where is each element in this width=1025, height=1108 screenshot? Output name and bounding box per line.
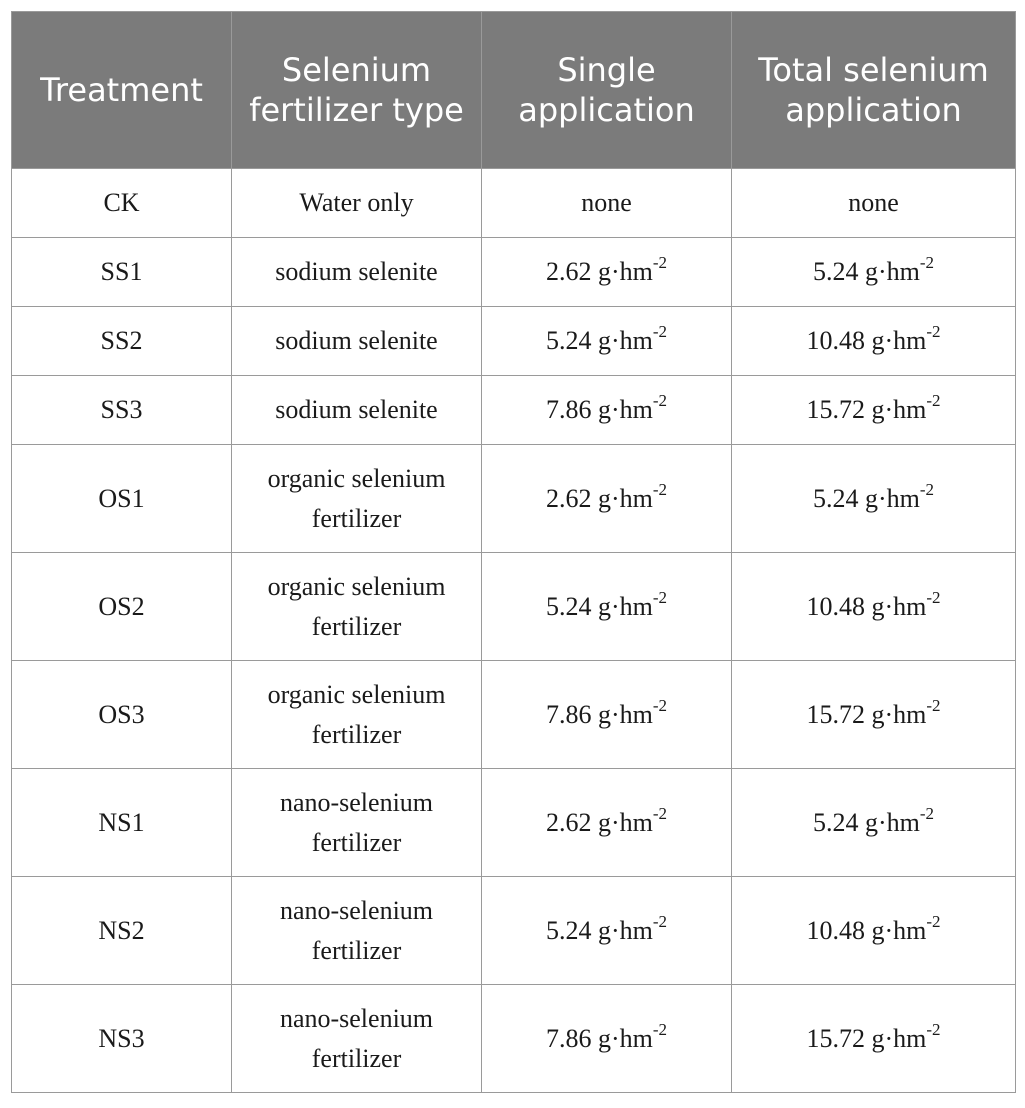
table-row	[12, 769, 1016, 877]
single-exponent: -2	[652, 803, 668, 823]
cell-total-application	[732, 169, 1016, 238]
table-body	[12, 169, 1016, 1093]
total-exponent: -2	[919, 253, 935, 272]
cell-single-application	[482, 877, 732, 985]
single-value: 2.62 g·hm	[545, 483, 653, 513]
cell-total-application	[732, 445, 1016, 553]
cell-total-application	[732, 307, 1016, 376]
single-exponent: -2	[652, 1019, 668, 1039]
cell-single-application	[482, 553, 732, 661]
cell-single-application	[482, 661, 732, 769]
total-value: 5.24 g·hm	[812, 483, 920, 513]
table-row	[12, 238, 1016, 307]
header-row	[12, 12, 1016, 169]
total-exponent: -2	[919, 479, 935, 499]
cell-single-application	[482, 376, 732, 445]
total-value: 5.24 g·hm	[812, 257, 920, 286]
cell-fertilizer-type: organic selenium fertilizer	[232, 553, 482, 661]
single-exponent: -2	[652, 322, 668, 341]
cell-total-application	[732, 985, 1016, 1093]
single-exponent: -2	[652, 695, 668, 715]
header-total-application: Total selenium application	[732, 12, 1016, 169]
total-exponent: -2	[926, 911, 941, 931]
table-row	[12, 169, 1016, 238]
cell-total-application	[732, 877, 1016, 985]
header-single-application: Single application	[482, 12, 732, 169]
total-value: 10.48 g·hm	[806, 591, 927, 621]
header-fertilizer-type: Selenium fertilizer type	[232, 12, 482, 169]
cell-total-application	[732, 769, 1016, 877]
single-exponent: -2	[652, 911, 668, 931]
cell-treatment: NS1	[12, 769, 232, 877]
table-header	[12, 12, 1016, 169]
cell-fertilizer-type: nano-selenium fertilizer	[232, 769, 482, 877]
cell-fertilizer-type: nano-selenium fertilizer	[232, 985, 482, 1093]
total-value: 10.48 g·hm	[806, 915, 927, 945]
cell-treatment: NS2	[12, 877, 232, 985]
header-treatment: Treatment	[12, 12, 232, 169]
single-exponent: -2	[652, 587, 668, 607]
total-exponent: -2	[926, 1019, 941, 1039]
cell-treatment: NS3	[12, 985, 232, 1093]
cell-single-application	[482, 985, 732, 1093]
cell-total-application	[732, 661, 1016, 769]
total-exponent: -2	[926, 695, 941, 715]
cell-single-application	[482, 307, 732, 376]
cell-total-application	[732, 376, 1016, 445]
single-value: 7.86 g·hm	[545, 395, 653, 424]
single-value: 7.86 g·hm	[545, 699, 653, 729]
single-value: 2.62 g·hm	[545, 257, 653, 286]
cell-treatment: SS1	[12, 238, 232, 307]
total-value: 15.72 g·hm	[806, 1023, 927, 1053]
cell-treatment: SS3	[12, 376, 232, 445]
total-exponent: -2	[926, 322, 941, 341]
cell-treatment: OS2	[12, 553, 232, 661]
cell-total-application	[732, 238, 1016, 307]
total-value: 15.72 g·hm	[806, 699, 927, 729]
single-exponent: -2	[652, 253, 668, 272]
cell-single-application	[482, 769, 732, 877]
total-value: 15.72 g·hm	[806, 395, 927, 424]
cell-fertilizer-type: organic selenium fertilizer	[232, 445, 482, 553]
table-row	[12, 376, 1016, 445]
cell-fertilizer-type: Water only	[232, 169, 482, 238]
cell-fertilizer-type: nano-selenium fertilizer	[232, 877, 482, 985]
table-row	[12, 661, 1016, 769]
cell-fertilizer-type: organic selenium fertilizer	[232, 661, 482, 769]
table-row	[12, 553, 1016, 661]
single-value: 2.62 g·hm	[545, 807, 653, 837]
total-exponent: -2	[919, 803, 935, 823]
cell-fertilizer-type: sodium selenite	[232, 307, 482, 376]
cell-single-application	[482, 445, 732, 553]
treatment-table	[11, 11, 1016, 1093]
single-value: 5.24 g·hm	[545, 915, 653, 945]
single-value: none	[581, 188, 632, 217]
table-row	[12, 445, 1016, 553]
cell-treatment: OS1	[12, 445, 232, 553]
cell-treatment: OS3	[12, 661, 232, 769]
table-row	[12, 877, 1016, 985]
table-row	[12, 985, 1016, 1093]
single-exponent: -2	[652, 479, 668, 499]
single-value: 5.24 g·hm	[545, 591, 653, 621]
total-value: none	[848, 188, 899, 217]
cell-single-application	[482, 238, 732, 307]
single-value: 5.24 g·hm	[545, 326, 653, 355]
cell-fertilizer-type: sodium selenite	[232, 376, 482, 445]
cell-treatment: SS2	[12, 307, 232, 376]
total-exponent: -2	[926, 391, 941, 410]
single-exponent: -2	[652, 391, 668, 410]
cell-treatment: CK	[12, 169, 232, 238]
cell-total-application	[732, 553, 1016, 661]
total-value: 5.24 g·hm	[812, 807, 920, 837]
cell-single-application	[482, 169, 732, 238]
single-value: 7.86 g·hm	[545, 1023, 653, 1053]
table-row	[12, 307, 1016, 376]
cell-fertilizer-type: sodium selenite	[232, 238, 482, 307]
total-exponent: -2	[926, 587, 941, 607]
total-value: 10.48 g·hm	[806, 326, 927, 355]
